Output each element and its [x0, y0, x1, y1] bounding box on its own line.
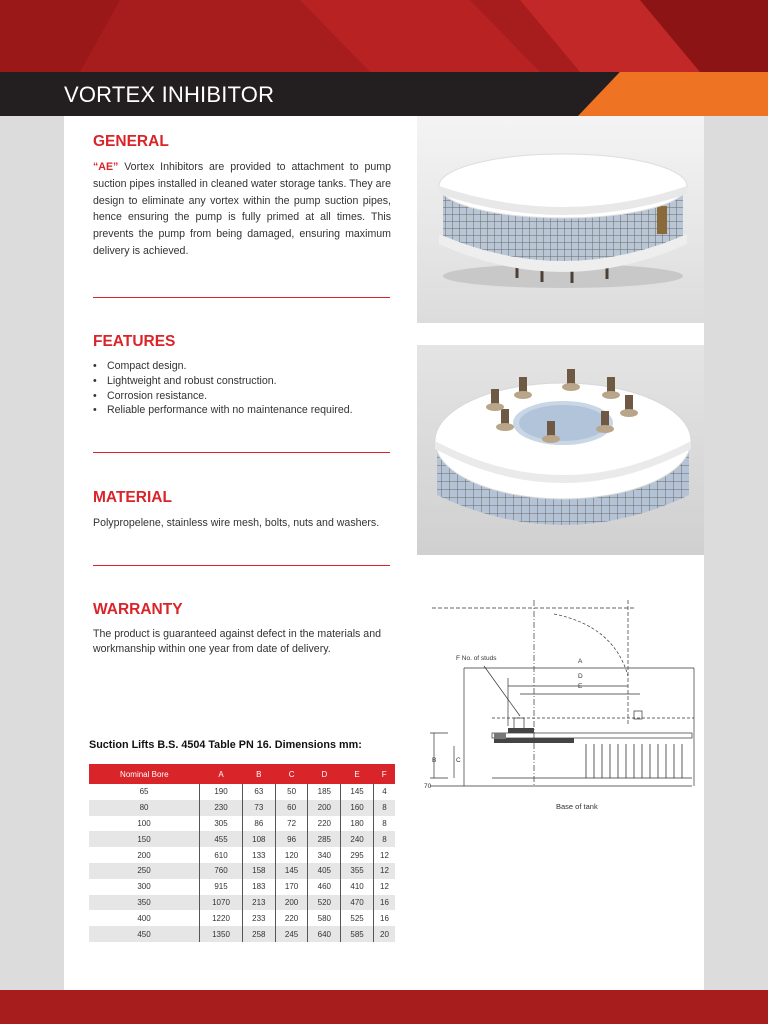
table-cell: 170 [275, 879, 308, 895]
table-row [89, 863, 395, 879]
table-cell: 355 [341, 863, 374, 879]
table-row [89, 800, 395, 816]
table-cell: 585 [341, 926, 374, 942]
table-column-header: B [242, 764, 275, 784]
table-cell: 460 [308, 879, 341, 895]
table-header-row [89, 764, 395, 784]
material-text: Polypropelene, stainless wire mesh, bolts, nuts and washers. [93, 517, 380, 529]
table-cell: 640 [308, 926, 341, 942]
features-list [93, 359, 391, 418]
table-cell: 1220 [200, 910, 243, 926]
table-cell: 145 [341, 784, 374, 800]
table-cell: 100 [137, 818, 151, 828]
table-cell: 455 [200, 831, 243, 847]
table-row [89, 831, 395, 847]
divider [93, 565, 390, 566]
table-cell: 610 [200, 847, 243, 863]
dim-c-label: C [456, 757, 461, 764]
table-cell: 133 [242, 847, 275, 863]
table-cell: 50 [275, 784, 308, 800]
material-heading: MATERIAL [93, 489, 172, 506]
page-title: VORTEX INHIBITOR [64, 82, 275, 107]
table-row [89, 926, 395, 942]
table-cell: 160 [341, 800, 374, 816]
table-cell: 86 [242, 816, 275, 832]
table-cell: 305 [200, 816, 243, 832]
product-photo-side [417, 116, 704, 323]
general-section [93, 133, 391, 260]
technical-drawing [424, 596, 704, 826]
table-cell: 16 [373, 910, 395, 926]
warranty-text: The product is guaranteed against defect in the materials and workmanship within one year from date of delivery. [93, 628, 381, 655]
table-column-header: Nominal Bore [89, 764, 200, 784]
table-cell: 233 [242, 910, 275, 926]
list-item: • Compact design. [93, 359, 391, 374]
table-cell: 285 [308, 831, 341, 847]
table-cell: 1070 [200, 895, 243, 911]
table-cell: 405 [308, 863, 341, 879]
dim-a-label: A [578, 658, 583, 665]
general-heading: GENERAL [93, 133, 169, 150]
table-cell: 213 [242, 895, 275, 911]
table-cell: 580 [308, 910, 341, 926]
features-section [93, 333, 391, 418]
table-cell: 60 [275, 800, 308, 816]
table-cell: 230 [200, 800, 243, 816]
table-cell: 73 [242, 800, 275, 816]
table-cell: 450 [89, 926, 200, 942]
table-cell: 4 [373, 784, 395, 800]
table-cell: 16 [373, 895, 395, 911]
table-cell: 145 [275, 863, 308, 879]
list-item: • Lightweight and robust construction. [93, 374, 391, 389]
brand-name: “AE” [93, 161, 119, 173]
table-cell: 240 [341, 831, 374, 847]
list-item: • Corrosion resistance. [93, 389, 391, 404]
table-row [89, 847, 395, 863]
table-cell: 8 [373, 800, 395, 816]
footer-band [0, 990, 768, 1024]
table-cell: 250 [89, 863, 200, 879]
table-cell: 150 [89, 831, 200, 847]
table-cell: 350 [89, 895, 200, 911]
table-cell: 258 [242, 926, 275, 942]
table-cell: 245 [275, 926, 308, 942]
table-caption: Suction Lifts B.S. 4504 Table PN 16. Dimensions mm: [89, 739, 362, 751]
divider [93, 297, 390, 298]
divider [93, 452, 390, 453]
table-body [89, 784, 395, 942]
table-cell: 525 [341, 910, 374, 926]
table-row [89, 895, 395, 911]
dim-e-label: E [578, 683, 583, 690]
header-decoration [0, 0, 768, 72]
title-accent [578, 72, 768, 116]
table-cell: 200 [308, 800, 341, 816]
table-cell: 400 [137, 913, 151, 923]
table-cell: 65 [139, 787, 149, 797]
table-column-header: F [373, 764, 395, 784]
table-cell: 300 [137, 882, 151, 892]
table-cell: 760 [200, 863, 243, 879]
general-text [93, 159, 391, 260]
material-section [93, 489, 391, 532]
table-cell: 12 [373, 879, 395, 895]
table-column-header: D [308, 764, 341, 784]
table-cell: 8 [373, 816, 395, 832]
table-cell: 8 [373, 831, 395, 847]
table-cell: 915 [200, 879, 243, 895]
table-column-header: C [275, 764, 308, 784]
table-cell: 63 [242, 784, 275, 800]
table-cell: 295 [341, 847, 374, 863]
table-cell: 80 [89, 800, 200, 816]
product-photo-top [417, 345, 704, 555]
table-cell: 96 [275, 831, 308, 847]
table-cell: 220 [275, 910, 308, 926]
table-cell: 200 [137, 850, 151, 860]
table-cell: 12 [373, 847, 395, 863]
table-cell: 520 [308, 895, 341, 911]
table-row [89, 816, 395, 832]
table-cell: 72 [275, 816, 308, 832]
table-cell: 340 [308, 847, 341, 863]
table-cell: 183 [242, 879, 275, 895]
header-band [0, 0, 768, 72]
general-body: Vortex Inhibitors are provided to attachment to pump suction pipes installed in cleaned water storage tanks. They are design to eliminate any vortex within the pump suction pipes, hence ensuring the pump is fully primed at all times. This prevents the pump from being damaged, ensuring maximum delivery is achieved. [93, 161, 391, 257]
table-cell: 410 [341, 879, 374, 895]
table-cell: 1350 [200, 926, 243, 942]
table-cell: 190 [200, 784, 243, 800]
table-cell: 200 [275, 895, 308, 911]
table-cell: 20 [373, 926, 395, 942]
table-cell: 158 [242, 863, 275, 879]
table-row [89, 784, 395, 800]
table-row [89, 879, 395, 895]
dim-d-label: D [578, 673, 583, 680]
table-cell: 108 [242, 831, 275, 847]
table-column-header: E [341, 764, 374, 784]
table-cell: 120 [275, 847, 308, 863]
table-cell: 12 [373, 863, 395, 879]
table-row [89, 910, 395, 926]
table-cell: 180 [341, 816, 374, 832]
base-of-tank-label: Base of tank [556, 802, 598, 811]
dim-70-label: 70 [424, 783, 432, 790]
table-cell: 220 [308, 816, 341, 832]
features-heading: FEATURES [93, 333, 176, 350]
table-column-header: A [200, 764, 243, 784]
studs-label: F No. of studs [456, 655, 497, 662]
warranty-heading: WARRANTY [93, 601, 183, 618]
dimensions-table [89, 764, 395, 942]
dim-b-label: B [432, 757, 437, 764]
warranty-section [93, 601, 391, 656]
list-item: • Reliable performance with no maintenance required. [93, 403, 391, 418]
table-cell: 185 [308, 784, 341, 800]
table-cell: 470 [341, 895, 374, 911]
